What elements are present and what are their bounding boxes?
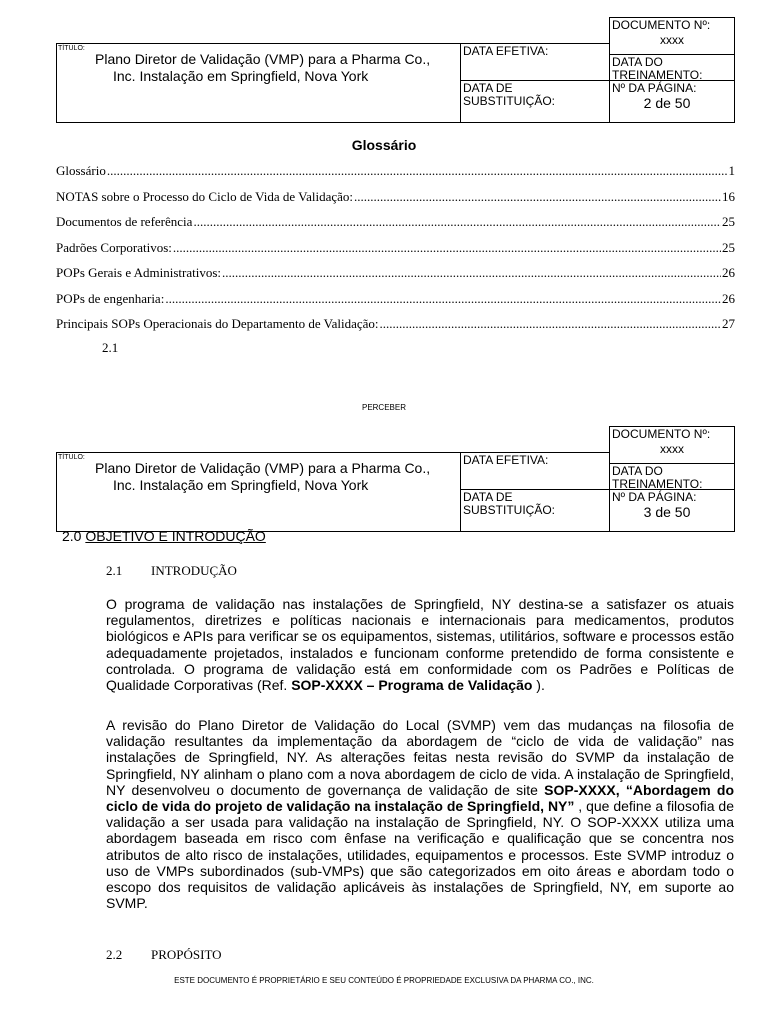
document-title: Plano Diretor de Validação (VMP) para a Pharma Co., Inc. Instalação em Springfield, Nova York — [95, 460, 431, 493]
training-date-label: DATA DO TREINAMENTO: — [612, 55, 703, 82]
page-number-label: Nº DA PÁGINA: — [612, 490, 697, 504]
proprietary-footer: ESTE DOCUMENTO É PROPRIETÁRIO E SEU CONTEÚDO É PROPRIEDADE EXCLUSIVA DA PHARMA CO., INC. — [174, 976, 594, 985]
toc-entry[interactable]: Glossário ..... 1 — [56, 163, 735, 189]
page-number-value: 3 de 50 — [643, 504, 691, 520]
title-label: TÍTULO: — [58, 454, 85, 461]
toc-entry[interactable]: NOTAS sobre o Processo do Ciclo de Vida de Validação: ..... 16 — [56, 189, 735, 215]
document-header — [56, 17, 735, 123]
toc-entry[interactable]: Documentos de referência ..... 25 — [56, 214, 735, 240]
substitution-date-cell — [460, 489, 610, 532]
training-date-cell — [609, 463, 735, 490]
document-number-label: DOCUMENTO Nº: — [612, 427, 711, 441]
subsection-heading — [106, 947, 222, 963]
effective-date-cell — [460, 452, 610, 490]
toc-entry[interactable]: Padrões Corporativos: ..... 25 — [56, 240, 735, 266]
subsection-title: PROPÓSITO — [151, 947, 222, 962]
trailing-section-number: 2.1 — [102, 340, 119, 355]
title-cell — [56, 452, 461, 532]
toc-entry[interactable]: Principais SOPs Operacionais do Departamento de Validação: ..... 27 — [56, 316, 735, 342]
training-date-cell — [609, 54, 735, 81]
page-number-cell — [609, 80, 735, 123]
page-number-label: Nº DA PÁGINA: — [612, 81, 697, 95]
effective-date-label: DATA EFETIVA: — [463, 44, 549, 58]
section-title: OBJETIVO E INTRODUÇÃO — [85, 528, 266, 544]
substitution-date-label: DATA DE SUBSTITUIÇÃO: — [463, 490, 556, 517]
document-number-cell — [609, 426, 735, 464]
page-number-cell — [609, 489, 735, 532]
glossary-title: Glossário — [351, 137, 417, 153]
document-header — [56, 426, 735, 532]
document-title: Plano Diretor de Validação (VMP) para a Pharma Co., Inc. Instalação em Springfield, Nova York — [95, 51, 431, 84]
title-label: TÍTULO: — [58, 45, 85, 52]
section-number: 2.0 — [62, 528, 82, 544]
revision-paragraph: A revisão do Plano Diretor de Validação do Local (SVMP) vem das mudanças na filosofia de validação resultantes da implementação da abordagem de “ciclo de vida de validação” nas instalações de Springfield, NY. As alterações feitas nesta revisão do SVMP da instalação de Springfield, NY alinham o plano com a nova abordagem de ciclo de vida. A instalação de Springfield, NY desenvolveu o documento de governança de validação de site SOP-XXXX, “Abordagem do ciclo de vida do projeto de validação na instalação de Springfield, NY” , que define a filosofia de validação a ser usada para validação na instalação de Springfield, NY. O SOP-XXXX utiliza uma abordagem baseada em risco com ênfase na verificação e qualificação que se concentra nos atributos de alto risco de instalações, utilidades, equipamentos e processos. Este SVMP introduz o uso de VMPs subordinados (sub-VMPs) que são categorizados em oito áreas e abordam todo o escopo dos requisitos de validação aplicáveis às instalações de Springfield, NY, em suporte ao SVMP. — [106, 717, 734, 912]
substitution-date-label: DATA DE SUBSTITUIÇÃO: — [463, 81, 556, 108]
document-number-value: xxxx — [660, 442, 684, 456]
document-number-value: xxxx — [660, 33, 684, 47]
document-number-cell — [609, 17, 735, 55]
substitution-date-cell — [460, 80, 610, 123]
document-number-label: DOCUMENTO Nº: — [612, 18, 711, 32]
toc-entry[interactable]: POPs Gerais e Administrativos: ..... 26 — [56, 265, 735, 291]
section-heading — [62, 528, 266, 544]
training-date-label: DATA DO TREINAMENTO: — [612, 464, 703, 491]
subsection-number: 2.2 — [106, 947, 123, 962]
effective-date-cell — [460, 43, 610, 81]
subsection-title: INTRODUÇÃO — [151, 563, 237, 578]
toc-entry[interactable]: POPs de engenharia: ..... 26 — [56, 291, 735, 317]
intro-paragraph: O programa de validação nas instalações de Springfield, NY destina-se a satisfazer os atuais regulamentos, diretrizes e políticas nacionais e internacionais para medicamentos, produtos biológicos e APIs para verificar se os equipamentos, sistemas, utilitários, software e processos estão adequadamente projetados, instalados e funcionam conforme pretendido de forma consistente e controlada. O programa de validação está em conformidade com os Padrões e Políticas de Qualidade Corporativas (Ref. SOP-XXXX – Programa de Validação ). — [106, 596, 734, 694]
table-of-contents — [56, 163, 735, 342]
page-number-value: 2 de 50 — [643, 95, 691, 111]
subsection-heading — [106, 563, 237, 579]
subsection-number: 2.1 — [106, 563, 123, 578]
page-footer-word: PERCEBER — [361, 403, 406, 412]
title-cell — [56, 43, 461, 123]
effective-date-label: DATA EFETIVA: — [463, 453, 549, 467]
